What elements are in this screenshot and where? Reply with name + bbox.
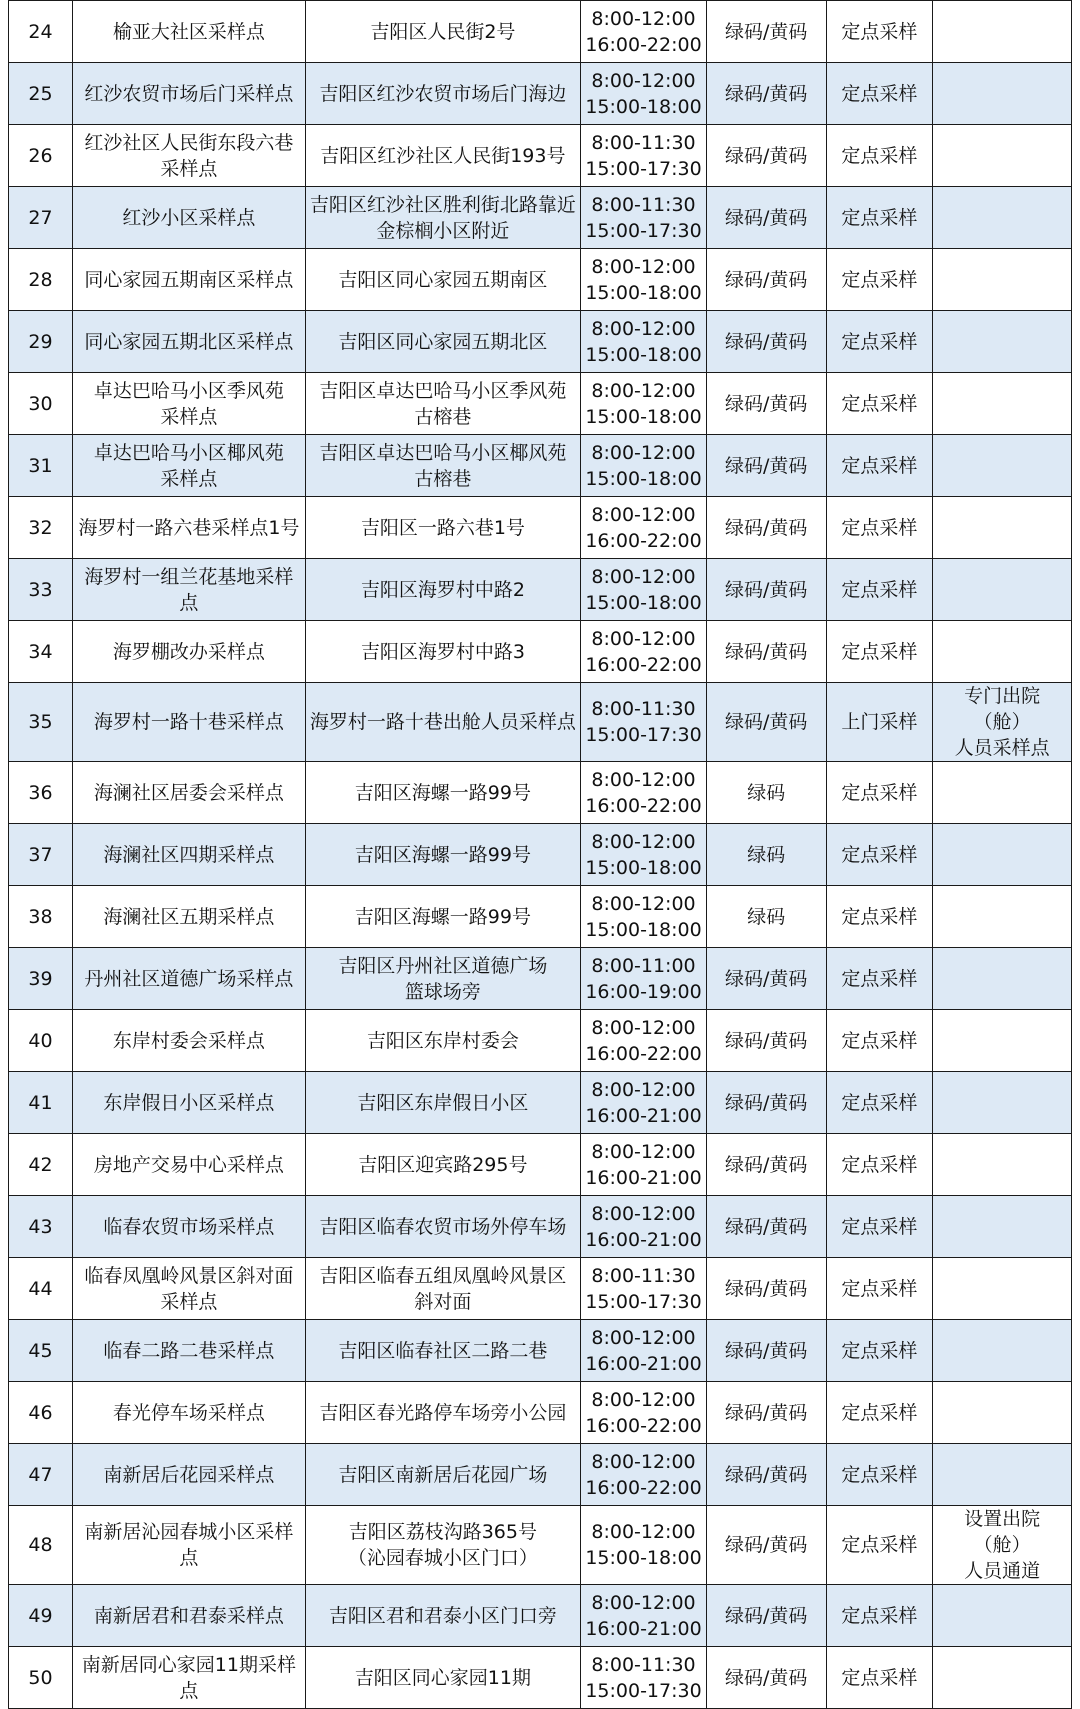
site-name-cell: 海罗村一路六巷采样点1号 <box>73 497 306 559</box>
service-hours-cell: 8:00-12:00 15:00-18:00 <box>581 559 707 621</box>
sampling-method-cell: 定点采样 <box>826 187 933 249</box>
health-code-cell: 绿码/黄码 <box>706 1258 826 1320</box>
remark-cell <box>933 1444 1072 1506</box>
remark-cell <box>933 125 1072 187</box>
address-cell: 海罗村一路十巷出舱人员采样点 <box>305 683 580 762</box>
address-cell: 吉阳区一路六巷1号 <box>305 497 580 559</box>
sampling-method-cell: 定点采样 <box>826 1585 933 1647</box>
address-cell: 吉阳区临春农贸市场外停车场 <box>305 1196 580 1258</box>
sampling-method-cell: 定点采样 <box>826 559 933 621</box>
address-cell: 吉阳区海罗村中路3 <box>305 621 580 683</box>
address-cell: 吉阳区丹州社区道德广场 篮球场旁 <box>305 948 580 1010</box>
service-hours-cell: 8:00-12:00 16:00-22:00 <box>581 497 707 559</box>
health-code-cell: 绿码/黄码 <box>706 683 826 762</box>
row-number-cell: 24 <box>9 1 73 63</box>
remark-cell <box>933 1258 1072 1320</box>
table-row <box>9 249 1072 311</box>
row-number-cell: 32 <box>9 497 73 559</box>
service-hours-cell: 8:00-12:00 16:00-21:00 <box>581 1320 707 1382</box>
row-number-cell: 25 <box>9 63 73 125</box>
row-number-cell: 35 <box>9 683 73 762</box>
remark-cell <box>933 621 1072 683</box>
address-cell: 吉阳区东岸假日小区 <box>305 1072 580 1134</box>
row-number-cell: 34 <box>9 621 73 683</box>
site-name-cell: 海澜社区五期采样点 <box>73 886 306 948</box>
service-hours-cell: 8:00-11:00 16:00-19:00 <box>581 948 707 1010</box>
site-name-cell: 红沙社区人民街东段六巷 采样点 <box>73 125 306 187</box>
site-name-cell: 南新居沁园春城小区采样点 <box>73 1506 306 1585</box>
health-code-cell: 绿码/黄码 <box>706 63 826 125</box>
health-code-cell: 绿码/黄码 <box>706 1134 826 1196</box>
service-hours-cell: 8:00-11:30 15:00-17:30 <box>581 187 707 249</box>
row-number-cell: 29 <box>9 311 73 373</box>
address-cell: 吉阳区东岸村委会 <box>305 1010 580 1072</box>
row-number-cell: 39 <box>9 948 73 1010</box>
sampling-method-cell: 定点采样 <box>826 1444 933 1506</box>
address-cell: 吉阳区迎宾路295号 <box>305 1134 580 1196</box>
remark-cell <box>933 311 1072 373</box>
row-number-cell: 31 <box>9 435 73 497</box>
table-row <box>9 63 1072 125</box>
sampling-method-cell: 定点采样 <box>826 373 933 435</box>
site-name-cell: 海澜社区居委会采样点 <box>73 762 306 824</box>
remark-cell <box>933 1134 1072 1196</box>
table-row <box>9 762 1072 824</box>
site-name-cell: 红沙小区采样点 <box>73 187 306 249</box>
service-hours-cell: 8:00-12:00 15:00-18:00 <box>581 311 707 373</box>
health-code-cell: 绿码/黄码 <box>706 1320 826 1382</box>
service-hours-cell: 8:00-12:00 16:00-21:00 <box>581 1196 707 1258</box>
remark-cell <box>933 1320 1072 1382</box>
sampling-method-cell: 定点采样 <box>826 1010 933 1072</box>
address-cell: 吉阳区海螺一路99号 <box>305 824 580 886</box>
remark-cell <box>933 886 1072 948</box>
sampling-method-cell: 定点采样 <box>826 249 933 311</box>
health-code-cell: 绿码 <box>706 824 826 886</box>
table-row <box>9 1 1072 63</box>
remark-cell <box>933 559 1072 621</box>
address-cell: 吉阳区同心家园五期南区 <box>305 249 580 311</box>
table-row <box>9 311 1072 373</box>
address-cell: 吉阳区卓达巴哈马小区椰风苑 古榕巷 <box>305 435 580 497</box>
remark-cell <box>933 497 1072 559</box>
table-row <box>9 373 1072 435</box>
service-hours-cell: 8:00-11:30 15:00-17:30 <box>581 1258 707 1320</box>
service-hours-cell: 8:00-12:00 15:00-18:00 <box>581 1506 707 1585</box>
table-row <box>9 1382 1072 1444</box>
address-cell: 吉阳区红沙社区胜利街北路靠近 金棕榈小区附近 <box>305 187 580 249</box>
health-code-cell: 绿码/黄码 <box>706 311 826 373</box>
health-code-cell: 绿码/黄码 <box>706 249 826 311</box>
service-hours-cell: 8:00-12:00 16:00-21:00 <box>581 1585 707 1647</box>
service-hours-cell: 8:00-12:00 16:00-22:00 <box>581 1010 707 1072</box>
remark-cell <box>933 1072 1072 1134</box>
row-number-cell: 45 <box>9 1320 73 1382</box>
address-cell: 吉阳区临春社区二路二巷 <box>305 1320 580 1382</box>
table-row <box>9 824 1072 886</box>
row-number-cell: 27 <box>9 187 73 249</box>
remark-cell <box>933 948 1072 1010</box>
health-code-cell: 绿码/黄码 <box>706 125 826 187</box>
sampling-method-cell: 定点采样 <box>826 1134 933 1196</box>
health-code-cell: 绿码 <box>706 762 826 824</box>
table-row <box>9 1258 1072 1320</box>
table-row <box>9 435 1072 497</box>
service-hours-cell: 8:00-12:00 16:00-22:00 <box>581 1382 707 1444</box>
service-hours-cell: 8:00-12:00 15:00-18:00 <box>581 249 707 311</box>
address-cell: 吉阳区人民街2号 <box>305 1 580 63</box>
table-row <box>9 1444 1072 1506</box>
remark-cell <box>933 1585 1072 1647</box>
table-row <box>9 187 1072 249</box>
sampling-method-cell: 定点采样 <box>826 1382 933 1444</box>
address-cell: 吉阳区红沙农贸市场后门海边 <box>305 63 580 125</box>
health-code-cell: 绿码 <box>706 886 826 948</box>
table-row <box>9 559 1072 621</box>
service-hours-cell: 8:00-12:00 16:00-22:00 <box>581 1 707 63</box>
service-hours-cell: 8:00-11:30 15:00-17:30 <box>581 683 707 762</box>
health-code-cell: 绿码/黄码 <box>706 1010 826 1072</box>
row-number-cell: 38 <box>9 886 73 948</box>
table-row <box>9 1196 1072 1258</box>
sampling-method-cell: 定点采样 <box>826 824 933 886</box>
address-cell: 吉阳区海罗村中路2 <box>305 559 580 621</box>
health-code-cell: 绿码/黄码 <box>706 621 826 683</box>
table-row <box>9 948 1072 1010</box>
row-number-cell: 40 <box>9 1010 73 1072</box>
remark-cell <box>933 1196 1072 1258</box>
row-number-cell: 50 <box>9 1647 73 1709</box>
table-row <box>9 497 1072 559</box>
site-name-cell: 卓达巴哈马小区椰风苑 采样点 <box>73 435 306 497</box>
sampling-method-cell: 定点采样 <box>826 1320 933 1382</box>
sampling-method-cell: 定点采样 <box>826 497 933 559</box>
site-name-cell: 海罗棚改办采样点 <box>73 621 306 683</box>
site-name-cell: 红沙农贸市场后门采样点 <box>73 63 306 125</box>
row-number-cell: 43 <box>9 1196 73 1258</box>
row-number-cell: 49 <box>9 1585 73 1647</box>
sampling-method-cell: 定点采样 <box>826 125 933 187</box>
address-cell: 吉阳区海螺一路99号 <box>305 886 580 948</box>
service-hours-cell: 8:00-12:00 15:00-18:00 <box>581 63 707 125</box>
service-hours-cell: 8:00-12:00 16:00-21:00 <box>581 1134 707 1196</box>
address-cell: 吉阳区春光路停车场旁小公园 <box>305 1382 580 1444</box>
site-name-cell: 榆亚大社区采样点 <box>73 1 306 63</box>
table-row <box>9 1647 1072 1709</box>
address-cell: 吉阳区红沙社区人民街193号 <box>305 125 580 187</box>
row-number-cell: 46 <box>9 1382 73 1444</box>
site-name-cell: 卓达巴哈马小区季风苑 采样点 <box>73 373 306 435</box>
row-number-cell: 47 <box>9 1444 73 1506</box>
sampling-method-cell: 定点采样 <box>826 1258 933 1320</box>
service-hours-cell: 8:00-11:30 15:00-17:30 <box>581 1647 707 1709</box>
table-row <box>9 683 1072 762</box>
service-hours-cell: 8:00-12:00 15:00-18:00 <box>581 373 707 435</box>
health-code-cell: 绿码/黄码 <box>706 187 826 249</box>
row-number-cell: 26 <box>9 125 73 187</box>
site-name-cell: 东岸假日小区采样点 <box>73 1072 306 1134</box>
health-code-cell: 绿码/黄码 <box>706 948 826 1010</box>
remark-cell: 设置出院（舱） 人员通道 <box>933 1506 1072 1585</box>
sampling-sites-table <box>8 0 1072 1709</box>
table-row <box>9 1585 1072 1647</box>
table-row <box>9 1134 1072 1196</box>
service-hours-cell: 8:00-12:00 15:00-18:00 <box>581 824 707 886</box>
service-hours-cell: 8:00-12:00 15:00-18:00 <box>581 886 707 948</box>
site-name-cell: 东岸村委会采样点 <box>73 1010 306 1072</box>
address-cell: 吉阳区南新居后花园广场 <box>305 1444 580 1506</box>
address-cell: 吉阳区同心家园五期北区 <box>305 311 580 373</box>
row-number-cell: 37 <box>9 824 73 886</box>
health-code-cell: 绿码/黄码 <box>706 373 826 435</box>
health-code-cell: 绿码/黄码 <box>706 1196 826 1258</box>
row-number-cell: 44 <box>9 1258 73 1320</box>
address-cell: 吉阳区海螺一路99号 <box>305 762 580 824</box>
row-number-cell: 30 <box>9 373 73 435</box>
health-code-cell: 绿码/黄码 <box>706 1647 826 1709</box>
site-name-cell: 临春凤凰岭风景区斜对面 采样点 <box>73 1258 306 1320</box>
sampling-method-cell: 定点采样 <box>826 1647 933 1709</box>
site-name-cell: 同心家园五期南区采样点 <box>73 249 306 311</box>
sampling-method-cell: 定点采样 <box>826 1506 933 1585</box>
sampling-method-cell: 定点采样 <box>826 435 933 497</box>
health-code-cell: 绿码/黄码 <box>706 1072 826 1134</box>
row-number-cell: 33 <box>9 559 73 621</box>
health-code-cell: 绿码/黄码 <box>706 1506 826 1585</box>
sampling-method-cell: 定点采样 <box>826 948 933 1010</box>
remark-cell <box>933 1647 1072 1709</box>
site-name-cell: 临春农贸市场采样点 <box>73 1196 306 1258</box>
site-name-cell: 春光停车场采样点 <box>73 1382 306 1444</box>
row-number-cell: 48 <box>9 1506 73 1585</box>
sampling-method-cell: 定点采样 <box>826 762 933 824</box>
sampling-method-cell: 定点采样 <box>826 1 933 63</box>
sampling-method-cell: 定点采样 <box>826 621 933 683</box>
row-number-cell: 28 <box>9 249 73 311</box>
site-name-cell: 丹州社区道德广场采样点 <box>73 948 306 1010</box>
table-row <box>9 886 1072 948</box>
site-name-cell: 海澜社区四期采样点 <box>73 824 306 886</box>
health-code-cell: 绿码/黄码 <box>706 1382 826 1444</box>
address-cell: 吉阳区荔枝沟路365号 （沁园春城小区门口） <box>305 1506 580 1585</box>
row-number-cell: 41 <box>9 1072 73 1134</box>
sampling-method-cell: 定点采样 <box>826 1196 933 1258</box>
sampling-method-cell: 定点采样 <box>826 63 933 125</box>
table-row <box>9 1072 1072 1134</box>
remark-cell <box>933 762 1072 824</box>
row-number-cell: 36 <box>9 762 73 824</box>
remark-cell: 专门出院（舱） 人员采样点 <box>933 683 1072 762</box>
row-number-cell: 42 <box>9 1134 73 1196</box>
site-name-cell: 南新居君和君泰采样点 <box>73 1585 306 1647</box>
remark-cell <box>933 435 1072 497</box>
table-row <box>9 125 1072 187</box>
sampling-method-cell: 定点采样 <box>826 1072 933 1134</box>
site-name-cell: 南新居同心家园11期采样 点 <box>73 1647 306 1709</box>
sampling-sites-table-wrap <box>8 0 1072 1709</box>
remark-cell <box>933 63 1072 125</box>
remark-cell <box>933 824 1072 886</box>
remark-cell <box>933 1382 1072 1444</box>
remark-cell <box>933 187 1072 249</box>
remark-cell <box>933 1010 1072 1072</box>
site-name-cell: 南新居后花园采样点 <box>73 1444 306 1506</box>
address-cell: 吉阳区临春五组凤凰岭风景区 斜对面 <box>305 1258 580 1320</box>
health-code-cell: 绿码/黄码 <box>706 1 826 63</box>
service-hours-cell: 8:00-12:00 16:00-22:00 <box>581 621 707 683</box>
address-cell: 吉阳区卓达巴哈马小区季风苑 古榕巷 <box>305 373 580 435</box>
site-name-cell: 临春二路二巷采样点 <box>73 1320 306 1382</box>
address-cell: 吉阳区同心家园11期 <box>305 1647 580 1709</box>
health-code-cell: 绿码/黄码 <box>706 1585 826 1647</box>
remark-cell <box>933 249 1072 311</box>
site-name-cell: 海罗村一路十巷采样点 <box>73 683 306 762</box>
sampling-method-cell: 定点采样 <box>826 886 933 948</box>
service-hours-cell: 8:00-11:30 15:00-17:30 <box>581 125 707 187</box>
service-hours-cell: 8:00-12:00 16:00-21:00 <box>581 1072 707 1134</box>
remark-cell <box>933 1 1072 63</box>
health-code-cell: 绿码/黄码 <box>706 559 826 621</box>
health-code-cell: 绿码/黄码 <box>706 435 826 497</box>
site-name-cell: 海罗村一组兰花基地采样点 <box>73 559 306 621</box>
table-body <box>9 1 1072 1709</box>
service-hours-cell: 8:00-12:00 16:00-22:00 <box>581 1444 707 1506</box>
service-hours-cell: 8:00-12:00 16:00-22:00 <box>581 762 707 824</box>
sampling-method-cell: 定点采样 <box>826 311 933 373</box>
health-code-cell: 绿码/黄码 <box>706 497 826 559</box>
site-name-cell: 房地产交易中心采样点 <box>73 1134 306 1196</box>
table-row <box>9 1320 1072 1382</box>
service-hours-cell: 8:00-12:00 15:00-18:00 <box>581 435 707 497</box>
table-row <box>9 1010 1072 1072</box>
health-code-cell: 绿码/黄码 <box>706 1444 826 1506</box>
address-cell: 吉阳区君和君泰小区门口旁 <box>305 1585 580 1647</box>
sampling-method-cell: 上门采样 <box>826 683 933 762</box>
remark-cell <box>933 373 1072 435</box>
table-row <box>9 621 1072 683</box>
site-name-cell: 同心家园五期北区采样点 <box>73 311 306 373</box>
table-row <box>9 1506 1072 1585</box>
